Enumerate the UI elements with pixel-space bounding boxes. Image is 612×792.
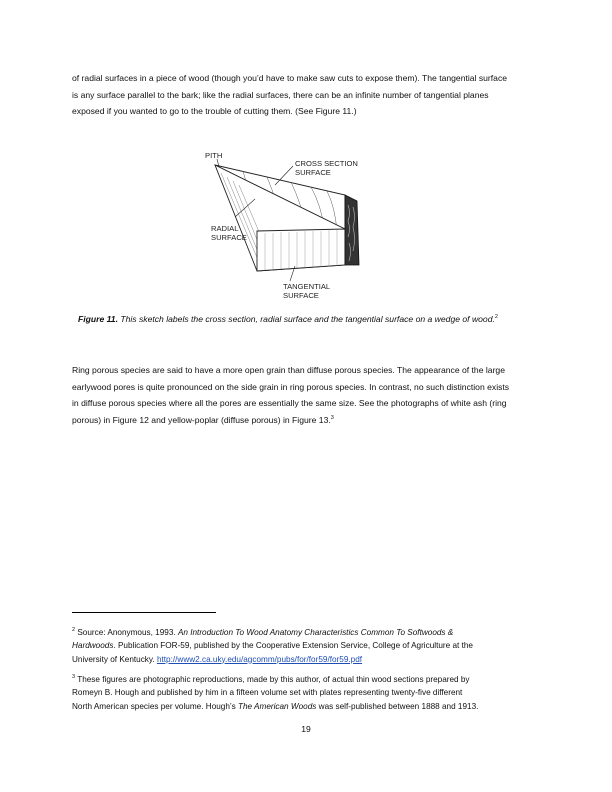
- footnote-title-cont: Hardwoods: [72, 641, 114, 651]
- footnote-line: [72, 700, 542, 713]
- footnote-institution: University of Kentucky.: [72, 654, 157, 664]
- footnote-line: [72, 639, 542, 652]
- text-line: in diffuse porous species where all the pores are essentially the same size. See the photographs of white ash (ring: [72, 398, 507, 409]
- footnote-ref[interactable]: 3: [330, 414, 334, 421]
- radial-label-2: SURFACE: [211, 233, 247, 242]
- text-line: is any surface parallel to the bark; like the radial surfaces, there can be an infinite number of tangential planes: [72, 89, 489, 100]
- footnote-source-link[interactable]: http://www2.ca.uky.edu/agcomm/pubs/for/for59/for59.pdf: [156, 654, 363, 664]
- text-line: exposed if you wanted to go to the trouble of cutting them. (See Figure 11.): [72, 106, 357, 117]
- footnote-line: [72, 673, 542, 686]
- footnote-publication: . Publication FOR-59, published by the Cooperative Extension Service, College of Agriculture at the: [113, 641, 473, 651]
- footnote-marker: 3: [72, 674, 76, 680]
- footnote-marker: 2: [72, 627, 76, 633]
- footnote-text: These figures are photographic reproductions, made by this author, of actual thin wood sections prepared by: [77, 675, 470, 684]
- footnote-separator: [72, 612, 216, 613]
- cross-section-label-2: SURFACE: [295, 168, 331, 177]
- footnote-book-title: The American Woods: [237, 701, 317, 711]
- cross-section-label-1: CROSS SECTION: [295, 159, 358, 168]
- tangential-label-2: SURFACE: [283, 291, 319, 300]
- footnote-title: An Introduction To Wood Anatomy Characteristics Common To Softwoods &: [177, 628, 454, 637]
- footnote-text: North American species per volume. Hough’s: [72, 701, 238, 711]
- pith-label: PITH: [205, 151, 223, 160]
- footnote-3: [72, 673, 542, 713]
- text-line: Ring porous species are said to have a more open grain than diffuse porous species. The appearance of the large: [72, 365, 505, 375]
- text-line: earlywood pores is quite pronounced on the side grain in ring porous species. In contrast, no such distinction exists: [72, 381, 510, 392]
- text-line: of radial surfaces in a piece of wood (though you’d have to make saw cuts to expose them). The tangential surface: [72, 73, 508, 83]
- footnote-line: [72, 626, 542, 639]
- footnote-2: [72, 626, 542, 666]
- figure-caption: [78, 313, 548, 325]
- radial-label-1: RADIAL: [211, 224, 239, 233]
- figure-caption-text: This sketch labels the cross section, radial surface and the tangential surface on a wedge of wood.: [120, 314, 495, 324]
- tangential-label-1: TANGENTIAL: [283, 282, 331, 291]
- footnote-ref[interactable]: 2: [494, 314, 498, 320]
- footnote-text: was self-published between 1888 and 1913.: [316, 701, 479, 711]
- text-fragment: porous) in Figure 12 and yellow-poplar (diffuse porous) in Figure 13.: [72, 414, 331, 425]
- figure-caption-label: Figure 11.: [78, 314, 118, 324]
- text-line-last: [72, 412, 538, 429]
- footnote-source-lead: Source: Anonymous, 1993.: [77, 628, 178, 637]
- body-paragraph-1: [72, 70, 538, 120]
- footnote-line: [72, 653, 542, 666]
- body-paragraph-2: [72, 362, 538, 428]
- wood-wedge-figure: [195, 143, 385, 303]
- wood-wedge-sketch: [195, 143, 385, 303]
- footnote-line: Romeyn B. Hough and published by him in a fifteen volume set with plates representing twenty-five different: [72, 688, 463, 698]
- page-number: 19: [301, 724, 311, 734]
